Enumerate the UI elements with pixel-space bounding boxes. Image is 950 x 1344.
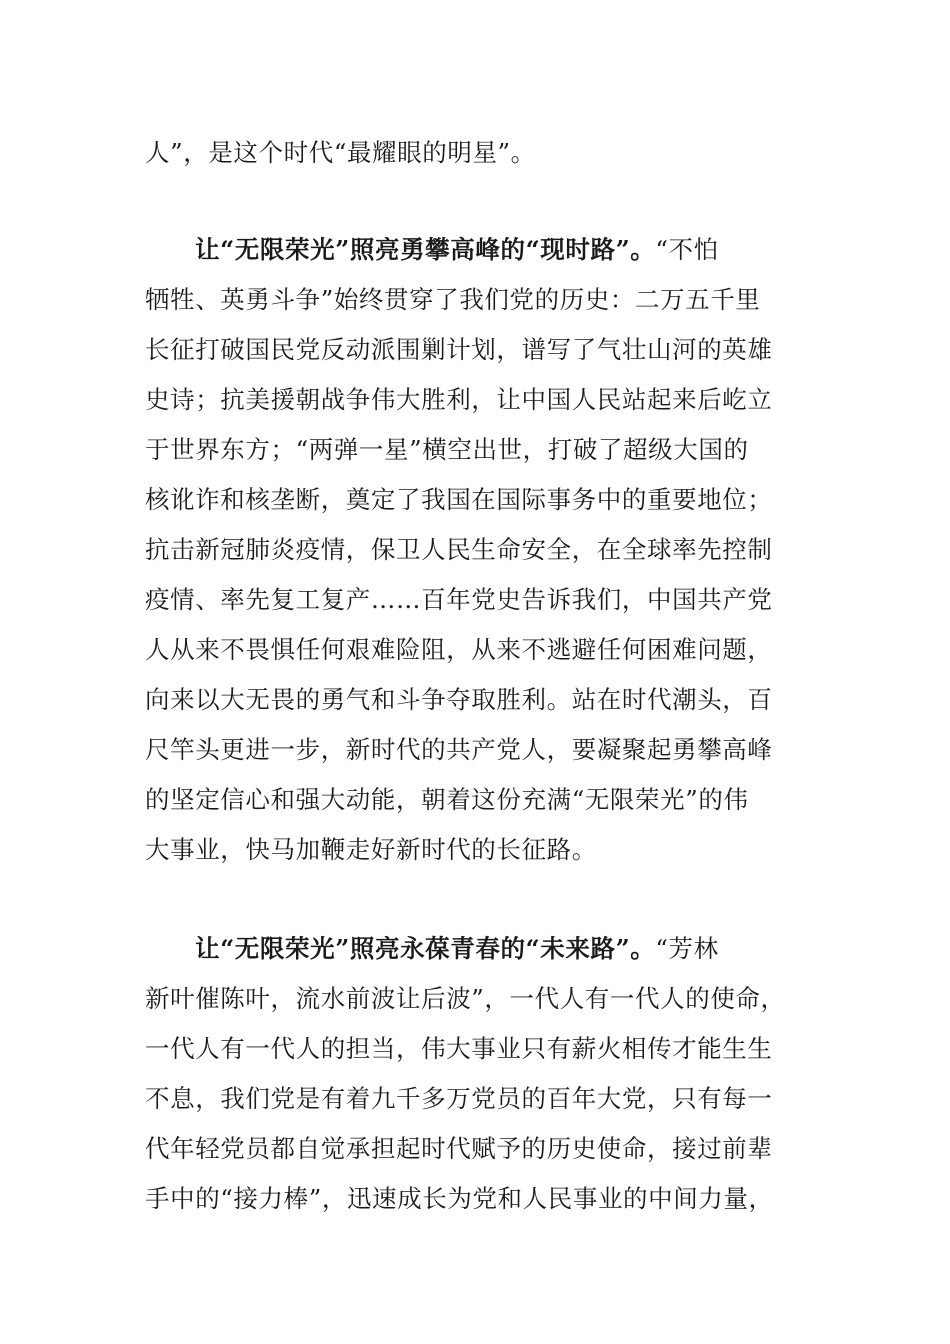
text-line: 核讹诈和核垄断，奠定了我国在国际事务中的重要地位；: [145, 485, 773, 514]
text-run: “芳林: [655, 934, 719, 963]
text-line: 史诗；抗美援朝战争伟大胜利，让中国人民站起来后屹立: [145, 385, 773, 414]
text-line: 不息，我们党是有着九千多万党员的百年大党，只有每一: [145, 1084, 773, 1113]
section-heading: 让“无限荣光”照亮永葆青春的“未来路”。: [195, 934, 656, 963]
paragraph-3-line-1: [195, 932, 805, 966]
text-line: 人从来不畏惧任何艰难险阻，从来不逃避任何困难问题，: [145, 635, 773, 664]
section-heading: 让“无限荣光”照亮勇攀高峰的“现时路”。: [195, 235, 656, 264]
text-line: 向来以大无畏的勇气和斗争夺取胜利。站在时代潮头，百: [145, 685, 773, 714]
text-line: 大事业，快马加鞭走好新时代的长征路。: [145, 835, 597, 864]
text-line: 手中的“接力棒”，迅速成长为党和人民事业的中间力量，: [145, 1184, 774, 1213]
text-line: 于世界东方；“两弹一星”横空出世，打破了超级大国的: [145, 435, 749, 464]
text-line: 疫情、率先复工复产……百年党史告诉我们，中国共产党: [145, 585, 773, 614]
text-line: 尺竿头更进一步，新时代的共产党人，要凝聚起勇攀高峰: [145, 735, 773, 764]
paragraph-2-line-1: [195, 233, 805, 267]
text-line: 新叶催陈叶，流水前波让后波”，一代人有一代人的使命，: [145, 984, 786, 1013]
text-line: 的坚定信心和强大动能，朝着这份充满“无限荣光”的伟: [145, 785, 749, 814]
text-line: 一代人有一代人的担当，伟大事业只有薪火相传才能生生: [145, 1034, 773, 1063]
text-line: 牺牲、英勇斗争”始终贯穿了我们党的历史：二万五千里: [145, 285, 761, 314]
text-line: 代年轻党员都自觉承担起时代赋予的历史使命，接过前辈: [145, 1134, 773, 1163]
text-line: 人”，是这个时代“最耀眼的明星”。: [145, 138, 536, 167]
text-line: 抗击新冠肺炎疫情，保卫人民生命安全，在全球率先控制: [145, 535, 773, 564]
text-run: “不怕: [655, 235, 719, 264]
text-line: 长征打破国民党反动派围剿计划，谱写了气壮山河的英雄: [145, 335, 773, 364]
